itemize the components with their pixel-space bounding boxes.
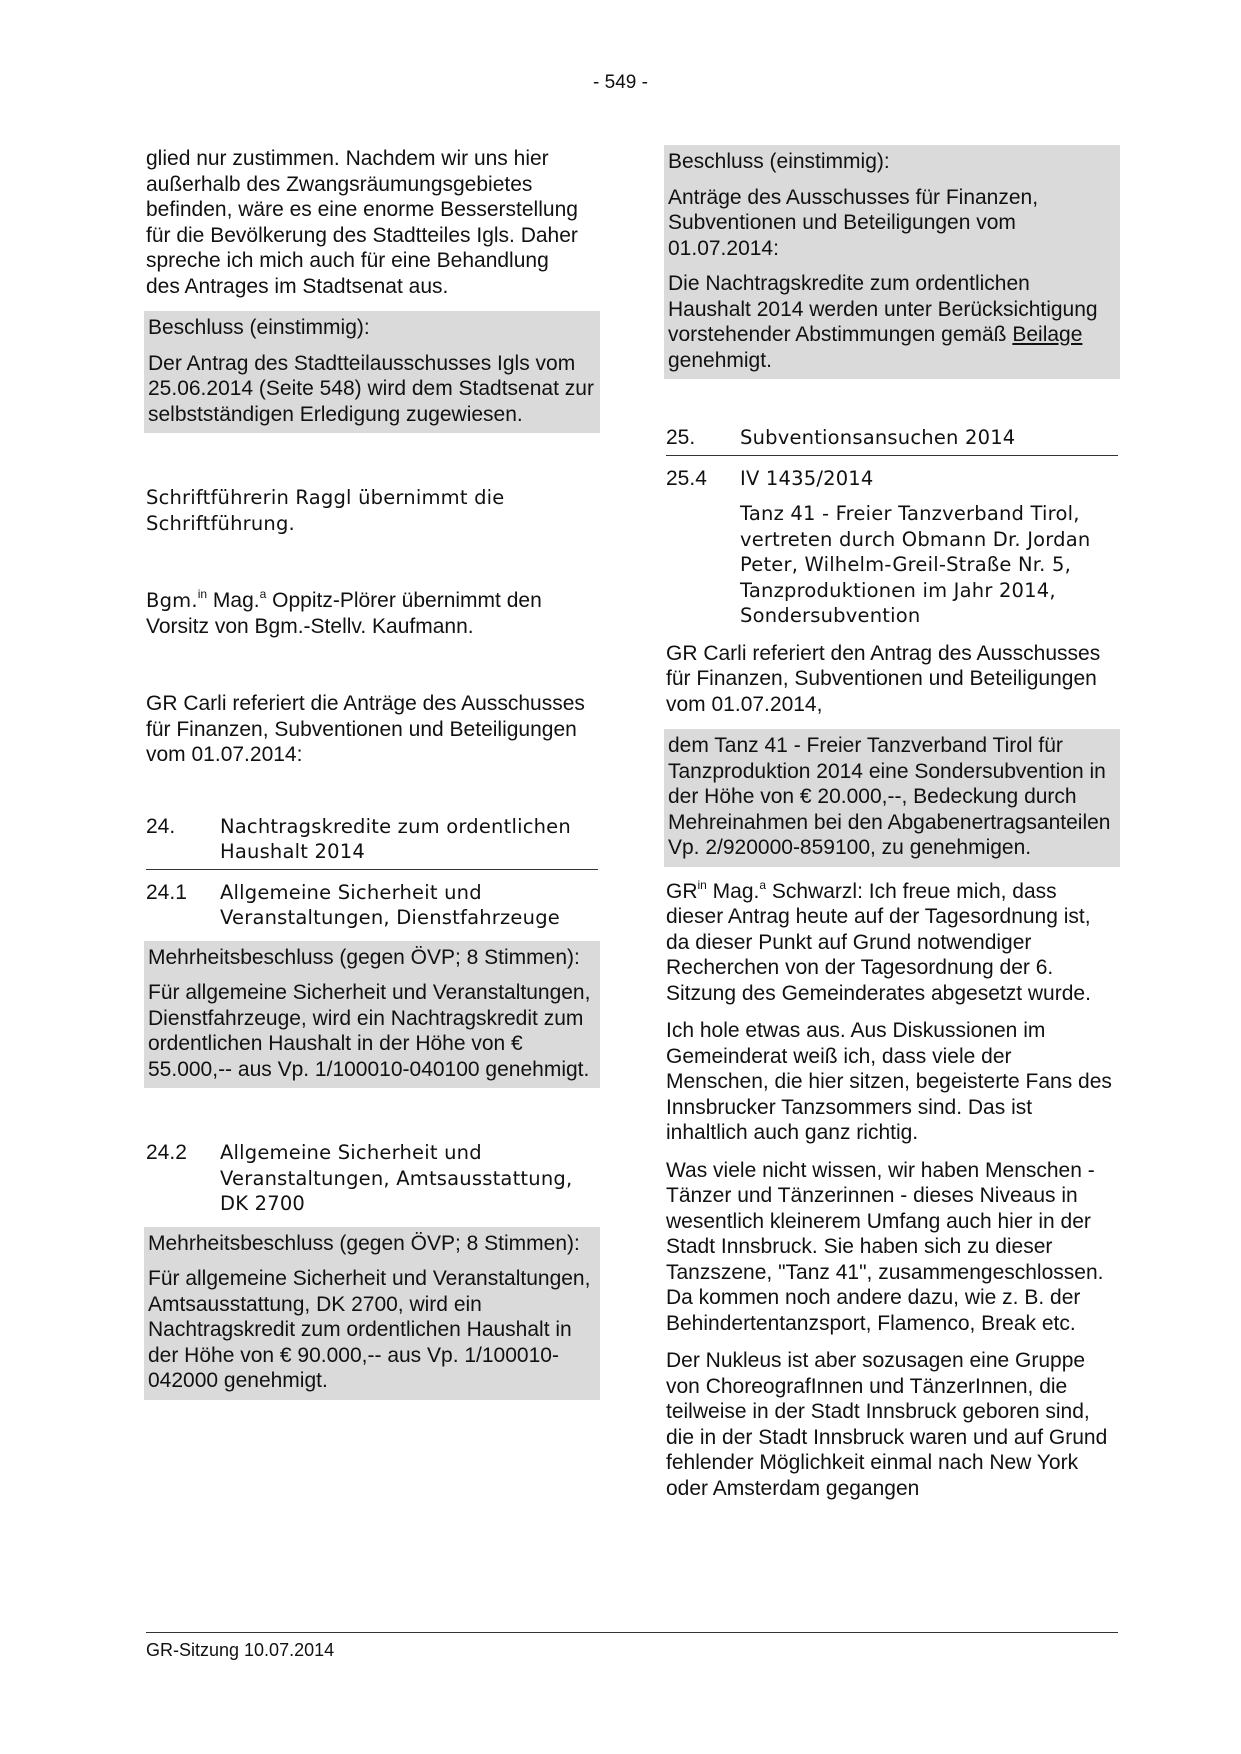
resolution-box	[144, 1227, 600, 1400]
subsection-heading-24-2: 24.2 Allgemeine Sicherheit und Veranstaltungen, Amtsausstattung, DK 2700	[146, 1141, 573, 1215]
resolution-text: Der Antrag des Stadtteilausschusses Igls vom 25.06.2014 (Seite 548) wird dem Stadtsenat zur selbstständigen Erledigung zugewiesen.	[148, 351, 594, 426]
paragraph: Schriftführerin Raggl übernimmt die Schriftführung.	[146, 486, 505, 535]
resolution-title: Mehrheitsbeschluss (gegen ÖVP; 8 Stimmen):	[148, 945, 580, 969]
paragraph: Bgm.$^{in}$ Mag.$^a$ Oppitz-Plörer übernimmt den Vorsitz von Bgm.-Stellv. Kaufmann.	[146, 587, 542, 638]
resolution-title: Mehrheitsbeschluss (gegen ÖVP; 8 Stimmen):	[148, 1231, 580, 1255]
paragraph: glied nur zustimmen. Nachdem wir uns hier außerhalb des Zwangsräumungsgebietes befinden, wäre es eine enorme Besserstellung für die Bevölkerung des Stadtteiles Igls. Daher spreche ich mich auch für eine Behandlung des Antrages im Stadtsenat aus.	[146, 147, 578, 298]
resolution-text: Für allgemeine Sicherheit und Veranstaltungen, Dienstfahrzeuge, wird ein Nachtragskredit zum ordentlichen Haushalt in der Höhe von € 55.000,-- aus Vp. 1/100010-040100 genehmigt.	[148, 981, 591, 1081]
subsection-heading-25-4: 25.4 IV 1435/2014	[666, 466, 874, 490]
subsection-description: Tanz 41 - Freier Tanzverband Tirol, vertreten durch Obmann Dr. Jordan Peter, Wilhelm-Greil-Straße Nr. 5, Tanzproduktionen im Jahr 2014, Sondersubvention	[740, 502, 1091, 627]
section-heading-25: 25. Subventionsansuchen 2014	[666, 425, 1118, 456]
resolution-box	[664, 145, 1120, 379]
paragraph: Was viele nicht wissen, wir haben Menschen - Tänzer und Tänzerinnen - dieses Niveaus in wesentlich kleinerem Umfang auch hier in der Stadt Innsbruck. Sie haben sich zu dieser Tanzszene, "Tanz 41", zusammengeschlossen. Da kommen noch andere dazu, wie z. B. der Behindertentanzsport, Flamenco, Break etc.	[666, 1158, 1104, 1335]
resolution-text: dem Tanz 41 - Freier Tanzverband Tirol für Tanzproduktion 2014 eine Sondersubvention in der Höhe von € 20.000,--, Bedeckung durch Mehreinahmen bei den Abgabenertragsanteilen Vp. 2/920000-859100, zu genehmigen.	[668, 734, 1111, 859]
resolution-text: Anträge des Ausschusses für Finanzen, Subventionen und Beteiligungen vom 01.07.2014:	[668, 185, 1039, 260]
subsection-heading-24-1: 24.1 Allgemeine Sicherheit und Veranstaltungen, Dienstfahrzeuge	[146, 880, 560, 929]
resolution-box	[664, 729, 1120, 867]
paragraph: Ich hole etwas aus. Aus Diskussionen im Gemeinderat weiß ich, dass viele der Menschen, die hier sitzen, begeisterte Fans des Innsbrucker Tanzsommers sind. Das ist inhaltlich auch ganz richtig.	[666, 1019, 1112, 1144]
resolution-text: Für allgemeine Sicherheit und Veranstaltungen, Amtsausstattung, DK 2700, wird ein Nachtragskredit zum ordentlichen Haushalt in der Höhe von € 90.000,-- aus Vp. 1/100010-042000 genehmigt.	[148, 1267, 591, 1392]
footer-divider	[146, 1632, 1118, 1633]
resolution-title: Beschluss (einstimmig):	[148, 316, 370, 339]
paragraph: GR Carli referiert den Antrag des Ausschusses für Finanzen, Subventionen und Beteiligungen vom 01.07.2014,	[666, 641, 1101, 716]
paragraph: $GR^{in}$ Mag.$^a$ Schwarzl: Ich freue mich, dass dieser Antrag heute auf der Tagesordnung ist, da dieser Punkt auf Grund notwendiger Recherchen von der Tagesordnung der 6. Sitzung des Gemeinderates abgesetzt wurde.	[666, 877, 1091, 1005]
resolution-text: Die Nachtragskredite zum ordentlichen Haushalt 2014 werden unter Berücksichtigung vorstehender Abstimmungen gemäß Beilage genehmigt.	[668, 272, 1098, 372]
left-column	[146, 146, 598, 1412]
page-number: - 549 -	[593, 72, 648, 93]
paragraph: GR Carli referiert die Anträge des Ausschusses für Finanzen, Subventionen und Beteiligungen vom 01.07.2014:	[146, 692, 585, 766]
resolution-box	[144, 941, 600, 1089]
footer-text: GR-Sitzung 10.07.2014	[146, 1640, 335, 1660]
beilage-link[interactable]: Beilage	[1012, 323, 1083, 346]
right-column	[666, 145, 1118, 1513]
section-heading-24: 24. Nachtragskredite zum ordentlichen Haushalt 2014	[146, 814, 598, 870]
resolution-box	[144, 311, 600, 433]
resolution-title: Beschluss (einstimmig):	[668, 150, 890, 173]
paragraph: Der Nukleus ist aber sozusagen eine Gruppe von ChoreografInnen und TänzerInnen, die teilweise in der Stadt Innsbruck geboren sind, die in der Stadt Innsbruck waren und auf Grund fehlender Möglichkeit einmal nach New York oder Amsterdam gegangen	[666, 1349, 1108, 1500]
